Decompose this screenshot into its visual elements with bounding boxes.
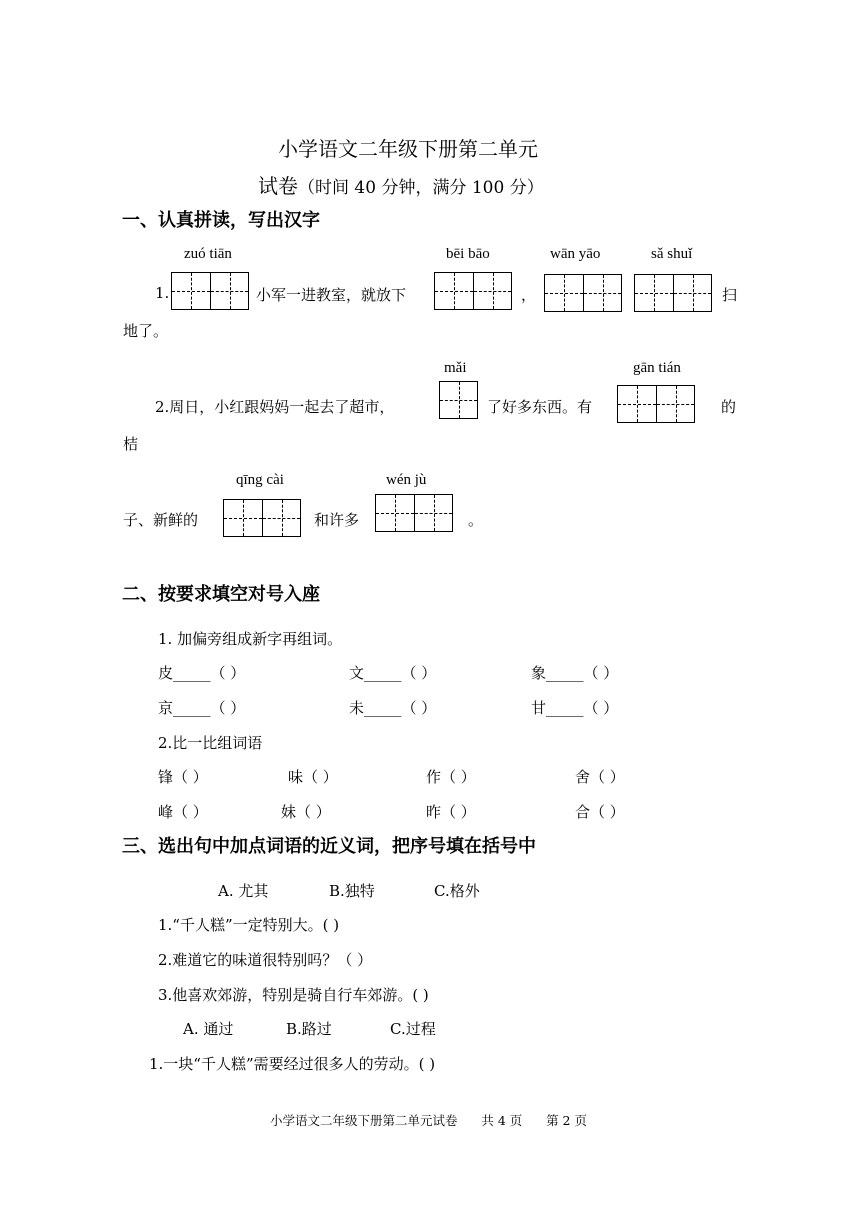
s3-q2[interactable]: 2.难道它的味道很特别吗？（ ） (158, 951, 373, 969)
option-c1: C.格外 (434, 882, 480, 900)
s2-fill-gan[interactable]: 甘_____（ ） (531, 699, 619, 717)
pinyin-beibao: bēi bāo (446, 246, 490, 262)
q2-text-c: 和许多 (314, 511, 360, 529)
s2-compare-wei[interactable]: 味（ ） (288, 768, 338, 786)
q1-text-b: 扫 (722, 286, 738, 304)
option-a1: A. 尤其 (218, 882, 269, 900)
section2-heading: 二、按要求填空对号入座 (122, 584, 320, 605)
section3-heading: 三、选出句中加点词语的近义词，把序号填在括号中 (122, 836, 536, 857)
pinyin-gantian: gān tián (633, 360, 681, 376)
q1-text-a: 小军一进教室，就放下 (256, 286, 407, 304)
q2-text-b: 的 (721, 398, 737, 416)
s3-q1[interactable]: 1.“千人糕”一定特别大。( ) (158, 916, 340, 934)
q2-text-a: 了好多东西。有 (487, 398, 593, 416)
s2-compare-zuo2[interactable]: 昨（ ） (426, 803, 476, 821)
s2-compare-feng1[interactable]: 锋（ ） (158, 768, 208, 786)
writing-box-zuotian[interactable] (171, 272, 249, 310)
page-title: 小学语文二年级下册第二单元 (278, 137, 538, 161)
pinyin-wenju: wén jù (386, 472, 427, 488)
option-a2: A. 通过 (183, 1020, 234, 1038)
writing-box-mai[interactable] (439, 381, 478, 419)
q1-continuation: 地了。 (123, 322, 169, 340)
pinyin-qingcai: qīng cài (236, 472, 284, 488)
pinyin-zuotian: zuó tiān (184, 246, 232, 262)
writing-box-sashui[interactable] (634, 274, 712, 312)
q2-continuation-2: 子、新鲜的 (123, 511, 199, 529)
page-subtitle (258, 170, 544, 199)
s2-fill-xiang[interactable]: 象_____（ ） (531, 664, 619, 682)
s2-fill-jing[interactable]: 京_____（ ） (158, 699, 246, 717)
option-b1: B.独特 (329, 882, 375, 900)
writing-box-qingcai[interactable] (223, 499, 301, 537)
writing-box-beibao[interactable] (434, 272, 512, 310)
pinyin-wanyao: wān yāo (550, 246, 601, 262)
subtitle-bold: 试卷 (258, 174, 298, 198)
q1-number: 1. (155, 284, 170, 302)
s2-compare-zuo[interactable]: 作（ ） (426, 768, 476, 786)
s2-fill-pi[interactable]: 皮_____（ ） (158, 664, 246, 682)
pinyin-sashui: sǎ shuǐ (651, 246, 693, 262)
s2-fill-wen[interactable]: 文_____（ ） (349, 664, 437, 682)
s2-fill-wei[interactable]: 未_____（ ） (349, 699, 437, 717)
section1-heading: 一、认真拼读，写出汉字 (122, 210, 320, 231)
s2-compare-mei[interactable]: 妹（ ） (281, 803, 331, 821)
writing-box-gantian[interactable] (617, 385, 695, 423)
pinyin-mai: mǎi (444, 360, 467, 376)
s3-q4[interactable]: 1.一块“千人糕”需要经过很多人的劳动。( ) (149, 1055, 436, 1073)
s2-compare-feng2[interactable]: 峰（ ） (158, 803, 208, 821)
writing-box-wanyao[interactable] (544, 274, 622, 312)
option-b2: B.路过 (286, 1020, 332, 1038)
s2-compare-he[interactable]: 合（ ） (575, 803, 625, 821)
subtitle-rest: （时间 40 分钟，满分 100 分） (298, 178, 544, 198)
s2-compare-she[interactable]: 舍（ ） (575, 768, 625, 786)
q1-comma: ， (521, 286, 537, 304)
q2-continuation-1: 桔 (123, 435, 139, 453)
s3-q3[interactable]: 3.他喜欢郊游，特别是骑自行车郊游。( ) (158, 986, 429, 1004)
option-c2: C.过程 (390, 1020, 436, 1038)
s2-q2-label: 2.比一比组词语 (158, 734, 263, 752)
page-footer: 小学语文二年级下册第二单元试卷 共 4 页 第 2 页 (270, 1113, 587, 1128)
q2-end: 。 (468, 511, 484, 529)
q2-text: 2.周日，小红跟妈妈一起去了超市， (155, 398, 395, 416)
s2-q1-label: 1. 加偏旁组成新字再组词。 (158, 630, 343, 648)
writing-box-wenju[interactable] (375, 494, 453, 532)
